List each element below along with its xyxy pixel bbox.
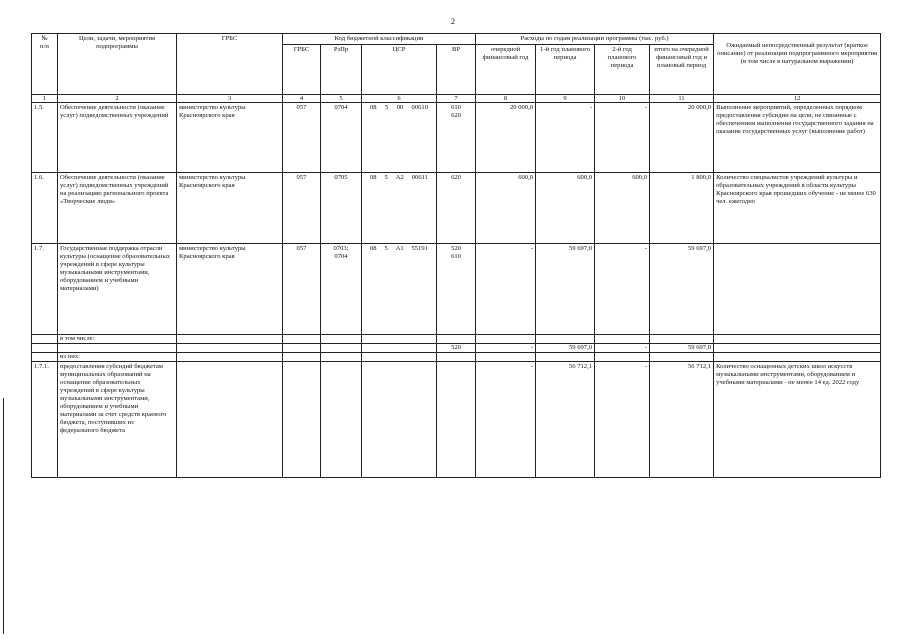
- of-them-label: из них:: [58, 353, 177, 362]
- page-number: 2: [451, 17, 455, 26]
- row-num: 1.7.: [32, 244, 58, 335]
- row-name: предоставления субсидий бюджетам муниципальных образований на оснащение образовательных учреждений в сфере культуры музыкальными инструментами, оборудованием и учебными материалами за счет средств краевого бюджета, поступивших из федерального бюджета: [58, 362, 177, 478]
- row-year-2: -: [595, 362, 650, 478]
- table-row: [32, 362, 881, 478]
- row-vr: 610 620: [437, 103, 476, 173]
- row-year-1: 56 712,1: [536, 362, 595, 478]
- row-name: Государственная поддержка отрасли культуры (оснащение образовательных учреждений в сфере культуры музыкальными инструментами, оборудованием и учебными материалами): [58, 244, 177, 335]
- table-row: [32, 244, 881, 335]
- row-grbs: министерство культуры Красноярского края: [177, 244, 283, 335]
- header-rzpr: РзПр: [321, 45, 362, 95]
- row-num: 1.7.1.: [32, 362, 58, 478]
- program-table: [31, 33, 881, 478]
- column-number: 2: [58, 95, 177, 103]
- column-number: 6: [362, 95, 437, 103]
- csr-part: 55191: [411, 245, 428, 252]
- subtotal-vr: 520: [437, 344, 476, 353]
- csr-part: 08: [370, 174, 377, 181]
- row-csr: [362, 103, 437, 173]
- row-year-1: 600,0: [536, 173, 595, 244]
- column-number: 1: [32, 95, 58, 103]
- header-year-current: очередной финансовый год: [476, 45, 536, 95]
- row-csr: [362, 173, 437, 244]
- subtotal-year-1: 59 697,0: [536, 344, 595, 353]
- row-grbs: министерство культуры Красноярского края: [177, 103, 283, 173]
- row-grbs-code: 057: [283, 244, 321, 335]
- column-number: 12: [714, 95, 881, 103]
- row-year-2: -: [595, 244, 650, 335]
- row-year-current: -: [476, 244, 536, 335]
- csr-part: А2: [395, 174, 404, 181]
- csr-part: 5: [384, 104, 389, 111]
- row-total: 20 000,0: [650, 103, 714, 173]
- row-year-1: -: [536, 103, 595, 173]
- row-total: 1 800,0: [650, 173, 714, 244]
- row-year-current: -: [476, 362, 536, 478]
- column-number: 5: [321, 95, 362, 103]
- row-result: [714, 244, 881, 335]
- table-row: [32, 344, 881, 353]
- row-num: 1.5.: [32, 103, 58, 173]
- header-budget-code: Код бюджетной классификации: [283, 34, 476, 45]
- header-grbs-code: ГРБС: [283, 45, 321, 95]
- table-row: [32, 103, 881, 173]
- column-number: 3: [177, 95, 283, 103]
- subtotal-year-2: -: [595, 344, 650, 353]
- row-vr: 520 610: [437, 244, 476, 335]
- row-rzpr: 0703; 0704: [321, 244, 362, 335]
- column-number: 7: [437, 95, 476, 103]
- in-total-label: в том числе:: [58, 335, 177, 344]
- header-year-1: 1-й год планового периода: [536, 45, 595, 95]
- header-expenses: Расходы по годам реализации программы (тыс. руб.): [476, 34, 714, 45]
- row-year-2: -: [595, 103, 650, 173]
- csr-part: 5: [384, 245, 388, 252]
- header-csr: ЦСР: [362, 45, 437, 95]
- row-csr: [362, 244, 437, 335]
- table-row: [32, 173, 881, 244]
- csr-part: 08: [370, 104, 377, 111]
- column-number: 9: [536, 95, 595, 103]
- row-total: 59 697,0: [650, 244, 714, 335]
- scan-edge-line: [3, 398, 4, 634]
- row-result: Выполнение мероприятий, определенных порядком предоставления субсидии на цели, не связанные с обеспечением выполнения государственного задания на оказание государственных услуг (выполнение работ): [714, 103, 881, 173]
- row-year-current: 20 000,0: [476, 103, 536, 173]
- csr-part: 5: [384, 174, 388, 181]
- row-rzpr: 0705: [321, 173, 362, 244]
- table-row: [32, 353, 881, 362]
- column-number: 11: [650, 95, 714, 103]
- row-grbs: министерство культуры Красноярского края: [177, 173, 283, 244]
- header-vr: ВР: [437, 45, 476, 95]
- csr-part: А1: [395, 245, 404, 252]
- row-grbs-code: 057: [283, 103, 321, 173]
- header-goals: Цели, задачи, мероприятия подпрограммы: [58, 34, 177, 95]
- header-grbs: ГРБС: [177, 34, 283, 95]
- header-result: Ожидаемый непосредственный результат (краткое описание) от реализации подпрограммного мероприятия (в том числе в натуральном выражении): [714, 34, 881, 95]
- row-year-current: 600,0: [476, 173, 536, 244]
- header-year-2: 2-й год планового периода: [595, 45, 650, 95]
- csr-part: 00: [396, 104, 404, 111]
- row-grbs-code: 057: [283, 173, 321, 244]
- row-result: Количество оснащенных детских школ искусств музыкальными инструментами, оборудованием и учебными материалами - не менее 14 ед. 2022 году: [714, 362, 881, 478]
- row-vr: 620: [437, 173, 476, 244]
- row-total: 56 712,1: [650, 362, 714, 478]
- column-number: 8: [476, 95, 536, 103]
- row-num: 1.6.: [32, 173, 58, 244]
- column-number: 10: [595, 95, 650, 103]
- subtotal-year-current: -: [476, 344, 536, 353]
- csr-part: 00610: [411, 104, 428, 111]
- subtotal-total: 59 697,0: [650, 344, 714, 353]
- table-row: [32, 335, 881, 344]
- header-total: итого на очередной финансовый год и плановый период: [650, 45, 714, 95]
- row-name: Обеспечение деятельности (оказание услуг) подведомственных учреждений на реализацию регионального проекта «Творческие люди»: [58, 173, 177, 244]
- csr-part: 08: [370, 245, 377, 252]
- header-num: № п/п: [32, 34, 58, 95]
- row-year-2: 600,0: [595, 173, 650, 244]
- row-name: Обеспечение деятельности (оказание услуг) подведомственных учреждений: [58, 103, 177, 173]
- row-year-1: 59 697,0: [536, 244, 595, 335]
- column-number: 4: [283, 95, 321, 103]
- csr-part: 00611: [411, 174, 428, 181]
- column-number-row: [32, 95, 881, 103]
- row-result: Количество специалистов учреждений культуры и образовательных учреждений в области культуры Красноярского края прошедших обучение - не менее 630 чел. ежегодно: [714, 173, 881, 244]
- row-rzpr: 0704: [321, 103, 362, 173]
